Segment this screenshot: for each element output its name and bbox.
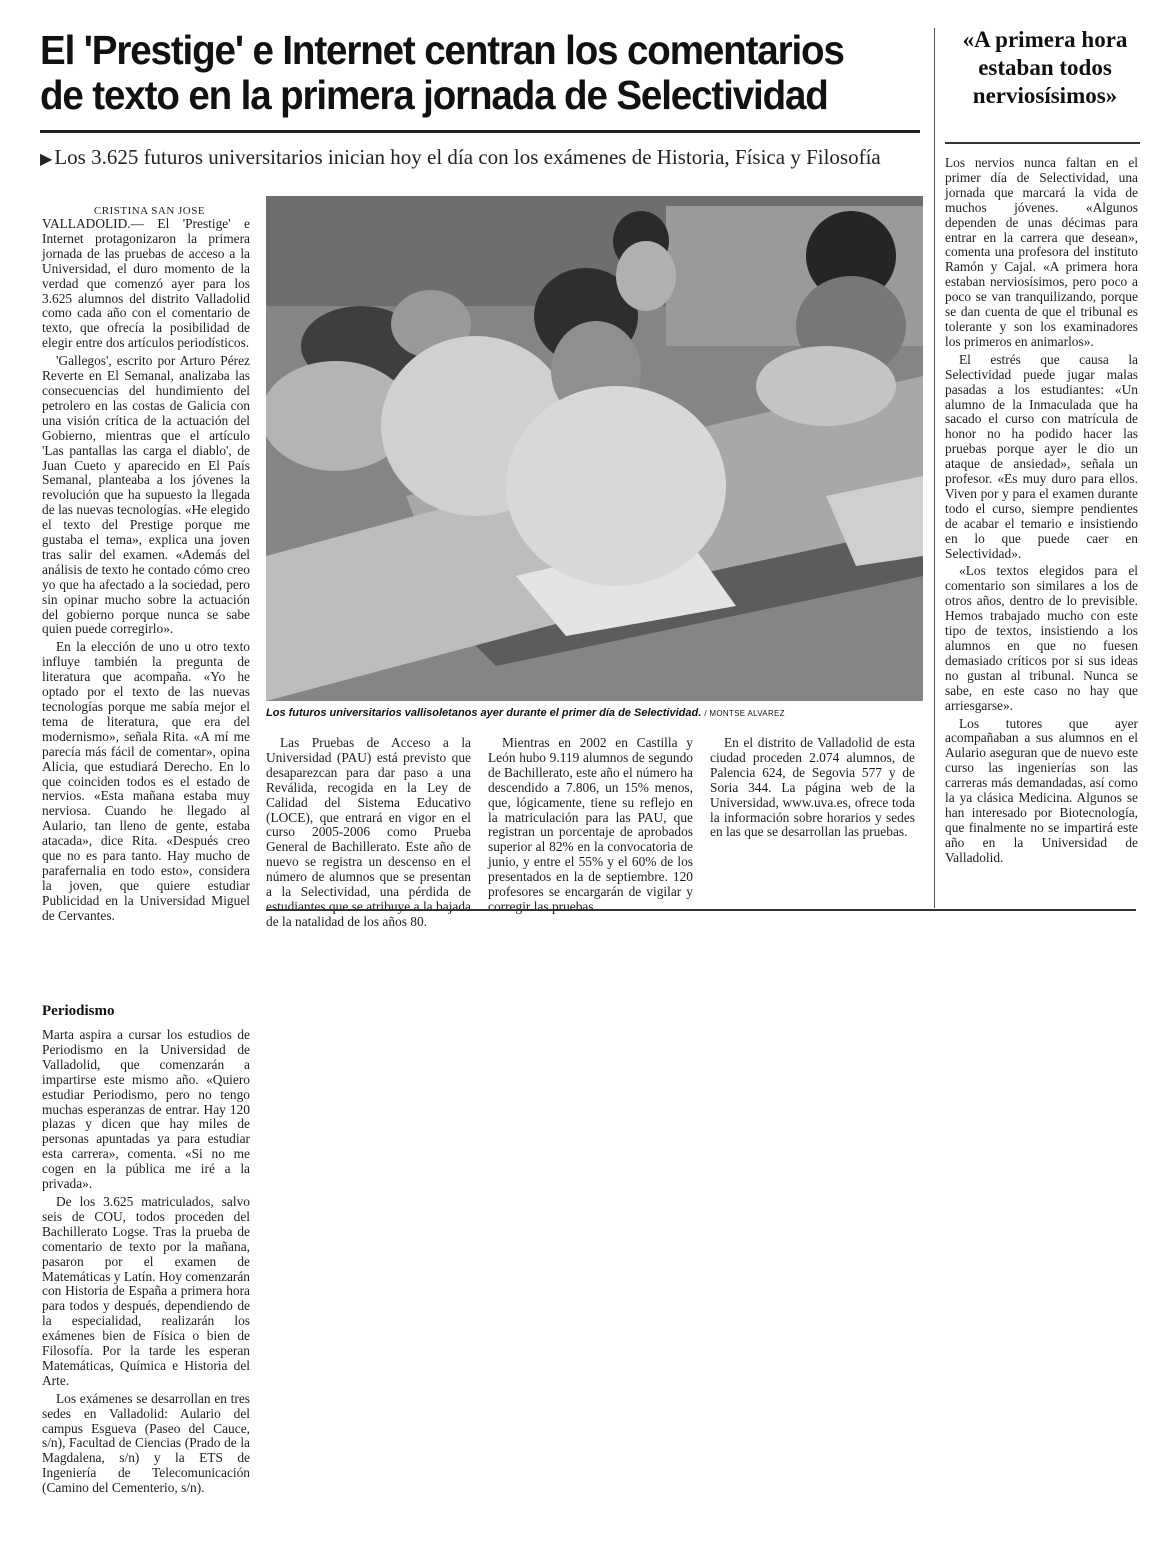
paragraph: De los 3.625 matriculados, salvo seis de COU, todos proceden del Bachillerato Logse. Tras la prueba de comentario de texto por la mañana, pasaron por el examen de Matemáticas y Latín. Hoy comenzarán con Historia de España a primera hora para todos y después, dependiendo de la especialidad, realizarán los exámenes bien de Física o bien de Filosofía. Por la tarde les esperan Matemáticas, Química e Historia del Arte. xyxy=(42,1193,250,1388)
article-column-3 xyxy=(488,736,693,918)
paragraph: Mientras en 2002 en Castilla y León hubo 9.119 alumnos de segundo de Bachillerato, este año el número ha descendido a 7.806, un 15% menos, que, lógicamente, tiene su reflejo en la matriculación para las PAU, que registran un porcentaje de aprobados superior al 82% en la convocatoria de junio, y entre el 55% y el 60% de los presentados en la de septiembre. 120 profesores se encargarán de vigilar y corregir las pruebas. xyxy=(488,735,693,914)
paragraph: Los exámenes se desarrollan en tres sedes en Valladolid: Aulario del campus Esgueva (Paseo del Cauce, s/n), Facultad de Ciencias (Prado de la Magdalena, s/n) y la ETS de Ingeniería de Telecomunicación (Camino del Cementerio, s/n). xyxy=(42,1390,250,1496)
subheadline xyxy=(40,144,920,173)
photo-credit: / MONTSE ALVAREZ xyxy=(704,709,785,718)
sidebar-column xyxy=(945,156,1138,869)
headline-line-1: El 'Prestige' e Internet centran los comentarios xyxy=(40,27,844,73)
news-photo xyxy=(266,196,923,701)
paragraph: Las Pruebas de Acceso a la Universidad (PAU) está previsto que desaparezcan para dar paso a una Reválida, recogida en la Ley de Calidad del Sistema Educativo (LOCE), que entrará en vigor en el curso 2005-2006 como Prueba General de Bachillerato. Este año de nuevo se registra un descenso en el número de alumnos que se presentan a la Selectividad, una pérdida de estudiantes que se atribuye a la bajada de la natalidad de los años 80. xyxy=(266,735,471,929)
sidebar-title: «A primera hora estaban todos nerviosísimos» xyxy=(962,27,1128,108)
section-subheading: Periodismo xyxy=(42,1003,115,1019)
article-column-1 xyxy=(42,217,250,927)
article-column-4 xyxy=(710,736,915,843)
photo-illustration xyxy=(266,196,923,701)
paragraph: Los tutores que ayer acompañaban a sus alumnos en el Aulario aseguran que de nuevo este curso las ingenierías son las carreras más demandadas, así como la ya clásica Medicina. Algunos se han interesado por Biotecnología, que finalmente no se impartirá este año en la Universidad de Valladolid. xyxy=(945,715,1138,865)
paragraph: «Los textos elegidos para el comentario son similares a los de otros años, dentro de lo previsible. Hemos trabajado mucho con este tipo de textos, insistiendo a los alumnos en que no fuesen demasiado críticos por si sus ideas no gustan al tribunal. Nunca se sabe, en este caso no hay que arriesgarse». xyxy=(945,563,1138,713)
caption-text: Los futuros universitarios vallisoletanos ayer durante el primer día de Selectividad. xyxy=(266,707,702,719)
paragraph: Los nervios nunca faltan en el primer día de Selectividad, una jornada que marcará la vida de muchos jóvenes. «Algunos dependen de unas décimas para entrar en la carrera que desean», comenta una profesora del instituto Ramón y Cajal. «A primera hora estaban nerviosísimos, pero poco a poco se van tranquilizando, porque se dan cuenta de que el tribunal es tolerante y son los examinadores los primeros en animarlos». xyxy=(945,155,1138,349)
photo-caption xyxy=(266,706,923,721)
column-divider xyxy=(934,28,935,908)
subheadline-text: Los 3.625 futuros universitarios inician hoy el día con los exámenes de Historia, Física y Filosofía xyxy=(54,145,881,169)
paragraph: En la elección de uno u otro texto influye también la pregunta de literatura que acompaña. «Yo he optado por el texto de las nuevas tecnologías porque me sabía mejor el tema de literatura, que era del modernismo», señala Rita. «A mí me parecía más fácil de comentar», opina Alicia, que estudiará Derecho. En lo que coinciden todos es el estado de nervios. «Esta mañana estaba muy nerviosa. Cuando he llegado al Aulario, tan lleno de gente, estaba atacada», dice Rita. «Después creo que no es para tanto. Hay mucho de parafernalia en todo esto», considera la joven, que quiere estudiar Publicidad en la Universidad Miguel de Cervantes. xyxy=(42,639,250,923)
byline: CRISTINA SAN JOSE xyxy=(93,205,206,217)
sidebar-title-rule xyxy=(945,142,1140,144)
triangle-bullet-icon: ▶ xyxy=(40,151,53,168)
paragraph: En el distrito de Valladolid de esta ciudad proceden 2.074 alumnos, de Palencia 624, de Segovia 577 y de Soria 344. La página web de la Universidad, www.uva.es, ofrece toda la información sobre horarios y sedes en las que se desarrollan las pruebas. xyxy=(710,735,915,840)
bottom-rule xyxy=(266,909,1136,911)
paragraph: VALLADOLID.— El 'Prestige' e Internet protagonizaron la primera jornada de las pruebas de acceso a la Universidad, el duro momento de la verdad que comenzó ayer para los 3.625 alumnos del distrito Valladolid como cada año con el comentario de texto, que ofrecía la posibilidad de elegir entre dos artículos periodísticos. xyxy=(42,216,250,351)
headline-line-2: de texto en la primera jornada de Selectividad xyxy=(40,72,828,118)
headline xyxy=(40,28,867,118)
article-column-1-continued xyxy=(42,1028,250,1499)
article-column-2 xyxy=(266,736,471,933)
paragraph: Marta aspira a cursar los estudios de Periodismo en la Universidad de Valladolid, que comenzarán a impartirse este mismo año. «Quiero estudiar Periodismo, pero no tengo muchas esperanzas de entrar. Hay 120 plazas y dicen que hay miles de personas apuntadas ya para estudiar esta carrera», comenta. «Si no me cogen en la pública me iré a la privada». xyxy=(42,1027,250,1192)
paragraph: El estrés que causa la Selectividad puede jugar malas pasadas a los estudiantes: «Un alumno de la Inmaculada que ha sacado el curso con matrícula de honor no ha podido hacer las pruebas porque ayer le dio un ataque de ansiedad», señala un profesor. «Es muy duro para ellos. Viven por y para el examen durante todo el curso, siempre pendientes de acabar el temario e insistiendo en lo que puede caer en Selectividad». xyxy=(945,351,1138,561)
headline-rule xyxy=(40,130,920,133)
paragraph: 'Gallegos', escrito por Arturo Pérez Reverte en El Semanal, analizaba las consecuencias del hundimiento del petrolero en las costas de Galicia con una visión crítica de la actuación del Gobierno, mientras que el artículo 'Las pantallas las carga el diablo', de Juan Cueto y aparecido en El País Semanal, planteaba a los jóvenes la revolución que ha supuesto la llegada de las nuevas tecnologías. «He elegido el texto del Prestige porque me gustaba el tema», explica una joven tras salir del examen. «Además del análisis de texto he contado cómo creo yo que ha afectado a la sociedad, pero sin opinar mucho sobre la actuación del gobierno porque nunca se sabe quien puede corregirlo». xyxy=(42,353,250,637)
